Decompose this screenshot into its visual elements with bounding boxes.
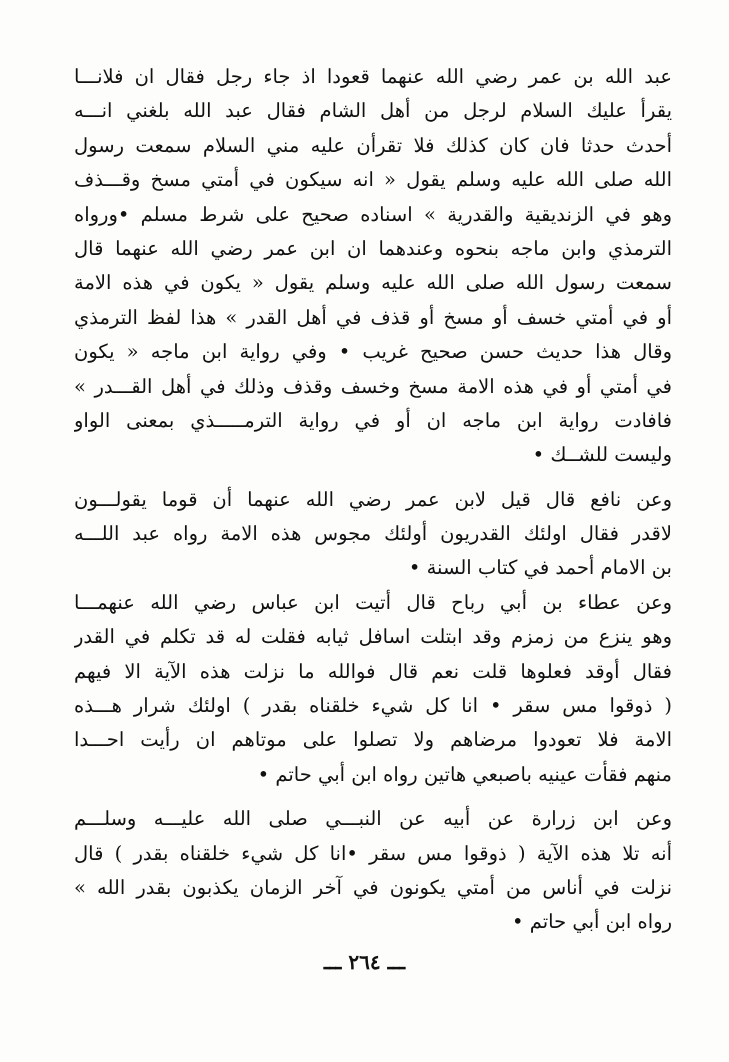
text-line: فقال أوقد فعلوها قلت نعم قال فوالله ما نزلت هذه الآية الا فيهم — [74, 659, 672, 683]
paragraph-2 — [74, 483, 672, 586]
text-line: وهو في الزنديقية والقدرية » اسناده صحيح على شرط مسلم •ورواه — [74, 202, 672, 226]
paragraph-4 — [74, 802, 672, 940]
text-line: عبد الله بن عمر رضي الله عنهما قعودا اذ جاء رجل فقال ان فلانـــا — [74, 65, 672, 88]
text-line: الترمذي وابن ماجه بنحوه وعندهما ان ابن عمر رضي الله عنهما قال — [74, 236, 672, 260]
text-line: وعن عطاء بن أبي رباح قال أتيت ابن عباس رضي الله عنهمـــا — [74, 590, 672, 614]
text-line: أحدث حدثا فان كان كذلك فلا تقرأن عليه مني السلام سمعت رسول — [74, 133, 672, 157]
text-line: فافادت رواية ابن ماجه ان أو في رواية الترمـــــذي بمعنى الواو — [74, 408, 672, 432]
text-line: بن الامام أحمد في كتاب السنة • — [408, 556, 672, 580]
text-line: وعن ابن زرارة عن أبيه عن النبـــي صلى الله عليـــه وسلـــم — [74, 807, 672, 831]
text-line: ( ذوقوا مس سقر • انا كل شيء خلقناه بقدر ) اولئك شرار هـــذه — [74, 694, 672, 718]
text-line: سمعت رسول الله صلى الله عليه وسلم يقول « يكون في هذه الامة — [74, 271, 672, 295]
text-line: وهو ينزع من زمزم وقد ابتلت اسافل ثيابه فقلت له قد تكلم في القدر — [74, 625, 672, 649]
text-line: منهم فقأت عينيه باصبعي هاتين رواه ابن أبي حاتم • — [257, 762, 672, 786]
text-line: نزلت في أناس من أمتي يكونون في آخر الزمان يكذبون بقدر الله » — [74, 875, 672, 899]
text-line: الله صلى الله عليه وسلم يقول « انه سيكون في أمتي مسخ وقـــذف — [74, 168, 672, 192]
text-line: وعن نافع قال قيل لابن عمر رضي الله عنهما أن قوما يقولـــون — [74, 487, 672, 511]
paragraph-gap — [74, 473, 672, 483]
text-line: وقال هذا حديث حسن صحيح غريب • وفي رواية ابن ماجه « يكون — [74, 340, 672, 364]
text-line: الامة فلا تعودوا مرضاهم ولا تصلوا على موتاهم ان رأيت احـــدا — [74, 728, 672, 752]
text-line: أنه تلا هذه الآية ( ذوقوا مس سقر •انا كل شيء خلقناه بقدر ) قال — [74, 841, 672, 865]
text-line: لاقدر فقال اولئك القدريون أولئك مجوس هذه الامة رواه عبد اللـــه — [74, 522, 672, 546]
text-line: أو في أمتي خسف أو مسخ أو قذف في أهل القدر » هذا لفظ الترمذي — [74, 305, 672, 329]
text-line: في أمتي أو في هذه الامة مسخ وخسف وقذف وذلك في أهل القـــدر » — [74, 374, 672, 398]
text-line: وليست للشــك • — [532, 443, 672, 467]
page-body-text — [74, 60, 672, 940]
paragraph-gap — [74, 792, 672, 802]
text-line: رواه ابن أبي حاتم • — [512, 910, 672, 934]
text-line: يقرأ عليك السلام لرجل من أهل الشام فقال عبد الله بلغني انـــه — [74, 99, 672, 123]
page-number: ـــ ٢٦٤ ـــ — [323, 950, 406, 974]
paragraph-3 — [74, 586, 672, 792]
paragraph-1 — [74, 60, 672, 473]
